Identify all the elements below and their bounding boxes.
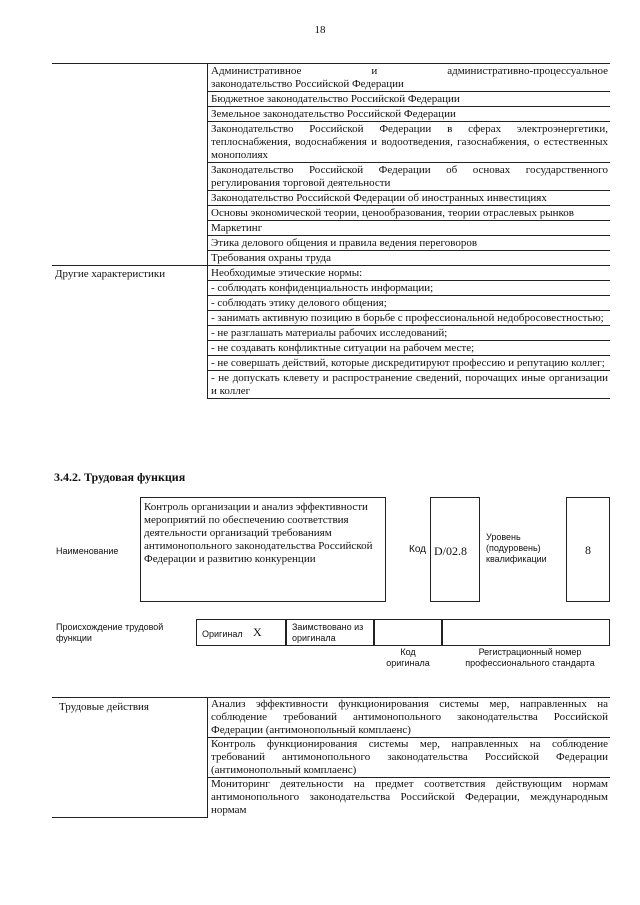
other-item: - не совершать действий, которые дискредитируют профессию и репутацию коллег; [208, 356, 611, 371]
function-code: D/02.8 [430, 497, 480, 602]
section-heading: 3.4.2. Трудовая функция [54, 470, 186, 484]
knowledge-table [52, 63, 610, 399]
knowledge-item: Административное и административно-процессуальное законодательство Российской Федерации [208, 64, 611, 92]
knowledge-label [52, 64, 208, 92]
level-label: Уровень (подуровень) квалификации [486, 532, 547, 564]
labor-actions-label: Трудовые действия [52, 698, 208, 818]
original-cell [196, 619, 286, 646]
labor-action-item: Анализ эффективности функционирования системы мер, направленных на соблюдение требований антимонопольного законодательства Российской Федерации (антимонопольный комплаенс) [208, 698, 611, 738]
other-item: - не создавать конфликтные ситуации на рабочем месте; [208, 341, 611, 356]
knowledge-item-first-line: Административное и административно-процессуальное [211, 65, 608, 77]
knowledge-item: Законодательство Российской Федерации об иностранных инвестициях [208, 191, 611, 206]
borrowed-label: Заимствовано из оригинала [292, 622, 364, 643]
knowledge-item: Законодательство Российской Федерации в сферах электроэнергетики, теплоснабжения, водоснабжения и водоотведения, газоснабжения, о естественных монополиях [208, 122, 611, 163]
labor-action-item: Мониторинг деятельности на предмет соответствия действующим нормам антимонопольного законодательства Российской Федерации, международным нормам [211, 778, 608, 816]
reg-number-caption: Регистрационный номер профессионального стандарта [465, 647, 595, 668]
labor-action-item: Контроль функционирования системы мер, направленных на соблюдение требований антимонопольного законодательства Российской Федерации (антимонопольный комплаенс) [208, 738, 611, 778]
knowledge-item: Основы экономической теории, ценообразования, теории отраслевых рынков [208, 206, 611, 221]
reg-number-cell [442, 619, 610, 646]
code-label: Код [409, 544, 427, 555]
knowledge-item: Требования охраны труда [208, 251, 611, 266]
other-item: - занимать активную позицию в борьбе с профессиональной недобросовестностью; [208, 311, 611, 326]
other-characteristics-label: Другие характеристики [52, 266, 208, 399]
other-item: - соблюдать этику делового общения; [208, 296, 611, 311]
other-item: - соблюдать конфиденциальность информации; [208, 281, 611, 296]
original-label: Оригинал [202, 629, 243, 639]
knowledge-item: Земельное законодательство Российской Федерации [208, 107, 611, 122]
origin-label: Происхождение трудовой функции [56, 622, 164, 643]
original-mark: X [253, 625, 262, 639]
other-item: Необходимые этические нормы: [208, 266, 611, 281]
original-code-caption: Код оригинала [386, 647, 430, 668]
function-name: Контроль организации и анализ эффективности мероприятий по обеспечению соответствия деятельности организаций требованиям антимонопольного законодательства Российской Федерации и развитию конкуренции [140, 497, 386, 602]
name-label: Наименование [56, 546, 119, 556]
knowledge-item: Бюджетное законодательство Российской Федерации [208, 92, 611, 107]
labor-actions-table [52, 697, 610, 818]
knowledge-item: Этика делового общения и правила ведения переговоров [208, 236, 611, 251]
knowledge-item: Маркетинг [208, 221, 611, 236]
borrowed-cell [286, 619, 374, 646]
qualification-level: 8 [566, 497, 610, 602]
original-code-cell [374, 619, 442, 646]
page-number: 18 [314, 24, 326, 36]
other-item: - не разглашать материалы рабочих исследований; [208, 326, 611, 341]
other-item: - не допускать клевету и распространение сведений, порочащих иные организации и коллег [208, 371, 611, 399]
knowledge-item: Законодательство Российской Федерации об основах государственного регулирования торговой деятельности [208, 163, 611, 191]
